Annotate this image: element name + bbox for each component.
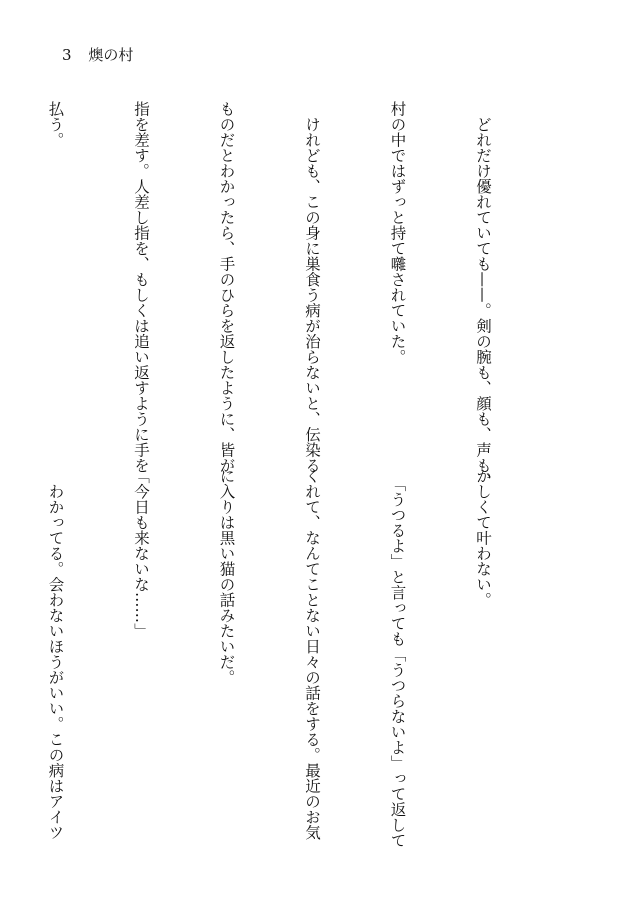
chapter-title: 燠の村 xyxy=(88,46,134,64)
text-line: 払う。 xyxy=(46,101,65,148)
text-line: わかってる。会わないほうがいい。この病はアイツ xyxy=(46,468,65,840)
text-line: 村の中ではずっと持て囃されていた。 xyxy=(388,101,407,365)
vertical-text-block-lower xyxy=(0,468,554,858)
text-line: 「今日も来ないな……」 xyxy=(132,468,150,639)
page-number: 3 xyxy=(62,46,72,64)
text-line: けれども、この身に巣食う病が治らないと、伝染る xyxy=(303,101,321,473)
text-line: に入りは黒い猫の話みたいだ。 xyxy=(217,468,236,685)
text-line: どれだけ優れていても——。剣の腕も、顔も、声も、 xyxy=(474,101,492,489)
text-line: 指を差す。人差し指を、もしくは追い返すように手を xyxy=(132,101,150,473)
text-line: ものだとわかったら、手のひらを返したように、皆が xyxy=(217,101,236,473)
running-header xyxy=(62,44,133,65)
text-line: かしくて叶わない。 xyxy=(474,468,492,608)
text-line: くれて、なんてことない日々の話をする。最近のお気 xyxy=(303,468,321,840)
vertical-text-block-upper xyxy=(0,101,554,489)
text-line: 「うつるよ」と言っても「うつらないよ」って返して xyxy=(388,468,407,848)
